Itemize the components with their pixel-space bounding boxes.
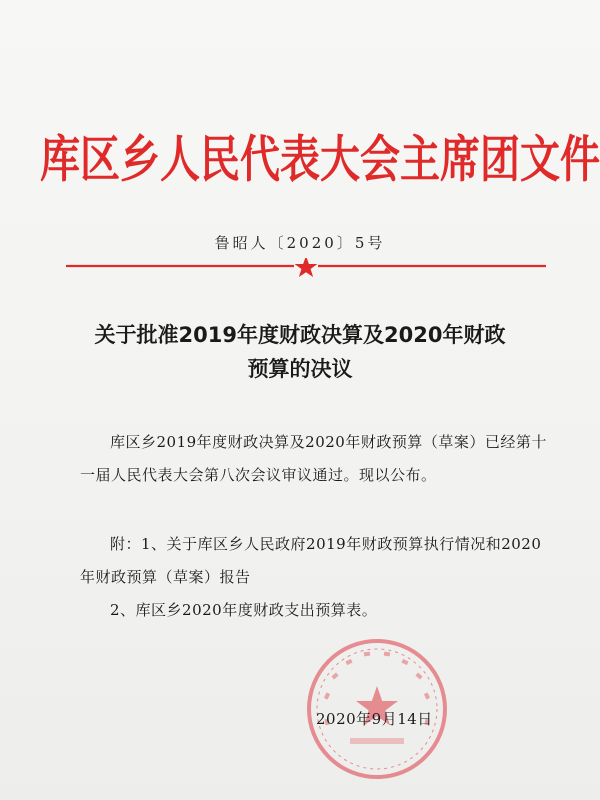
document-title — [40, 318, 560, 386]
document-title-line-1: 关于批准2019年度财政决算及2020年财政 — [94, 323, 506, 347]
document-date: 2020年9月14日 — [316, 710, 433, 728]
star-icon — [295, 258, 318, 277]
document-number: 鲁昭人〔2020〕5号 — [214, 234, 386, 252]
issuing-authority-header: 库区乡人民代表大会主席团文件 — [40, 131, 600, 189]
red-divider-with-star — [66, 258, 546, 278]
attachment-item-2: 2、库区乡2020年度财政支出预算表。 — [110, 601, 378, 619]
body-paragraph: 库区乡2019年度财政决算及2020年财政预算（草案）已经第十一届人民代表大会第八次会议审议通过。现以公布。 — [80, 433, 547, 484]
attachment-item-1: 附：1、关于库区乡人民政府2019年财政预算执行情况和2020年财政预算（草案）报告 — [80, 535, 542, 586]
document-title-line-2: 预算的决议 — [247, 357, 353, 381]
